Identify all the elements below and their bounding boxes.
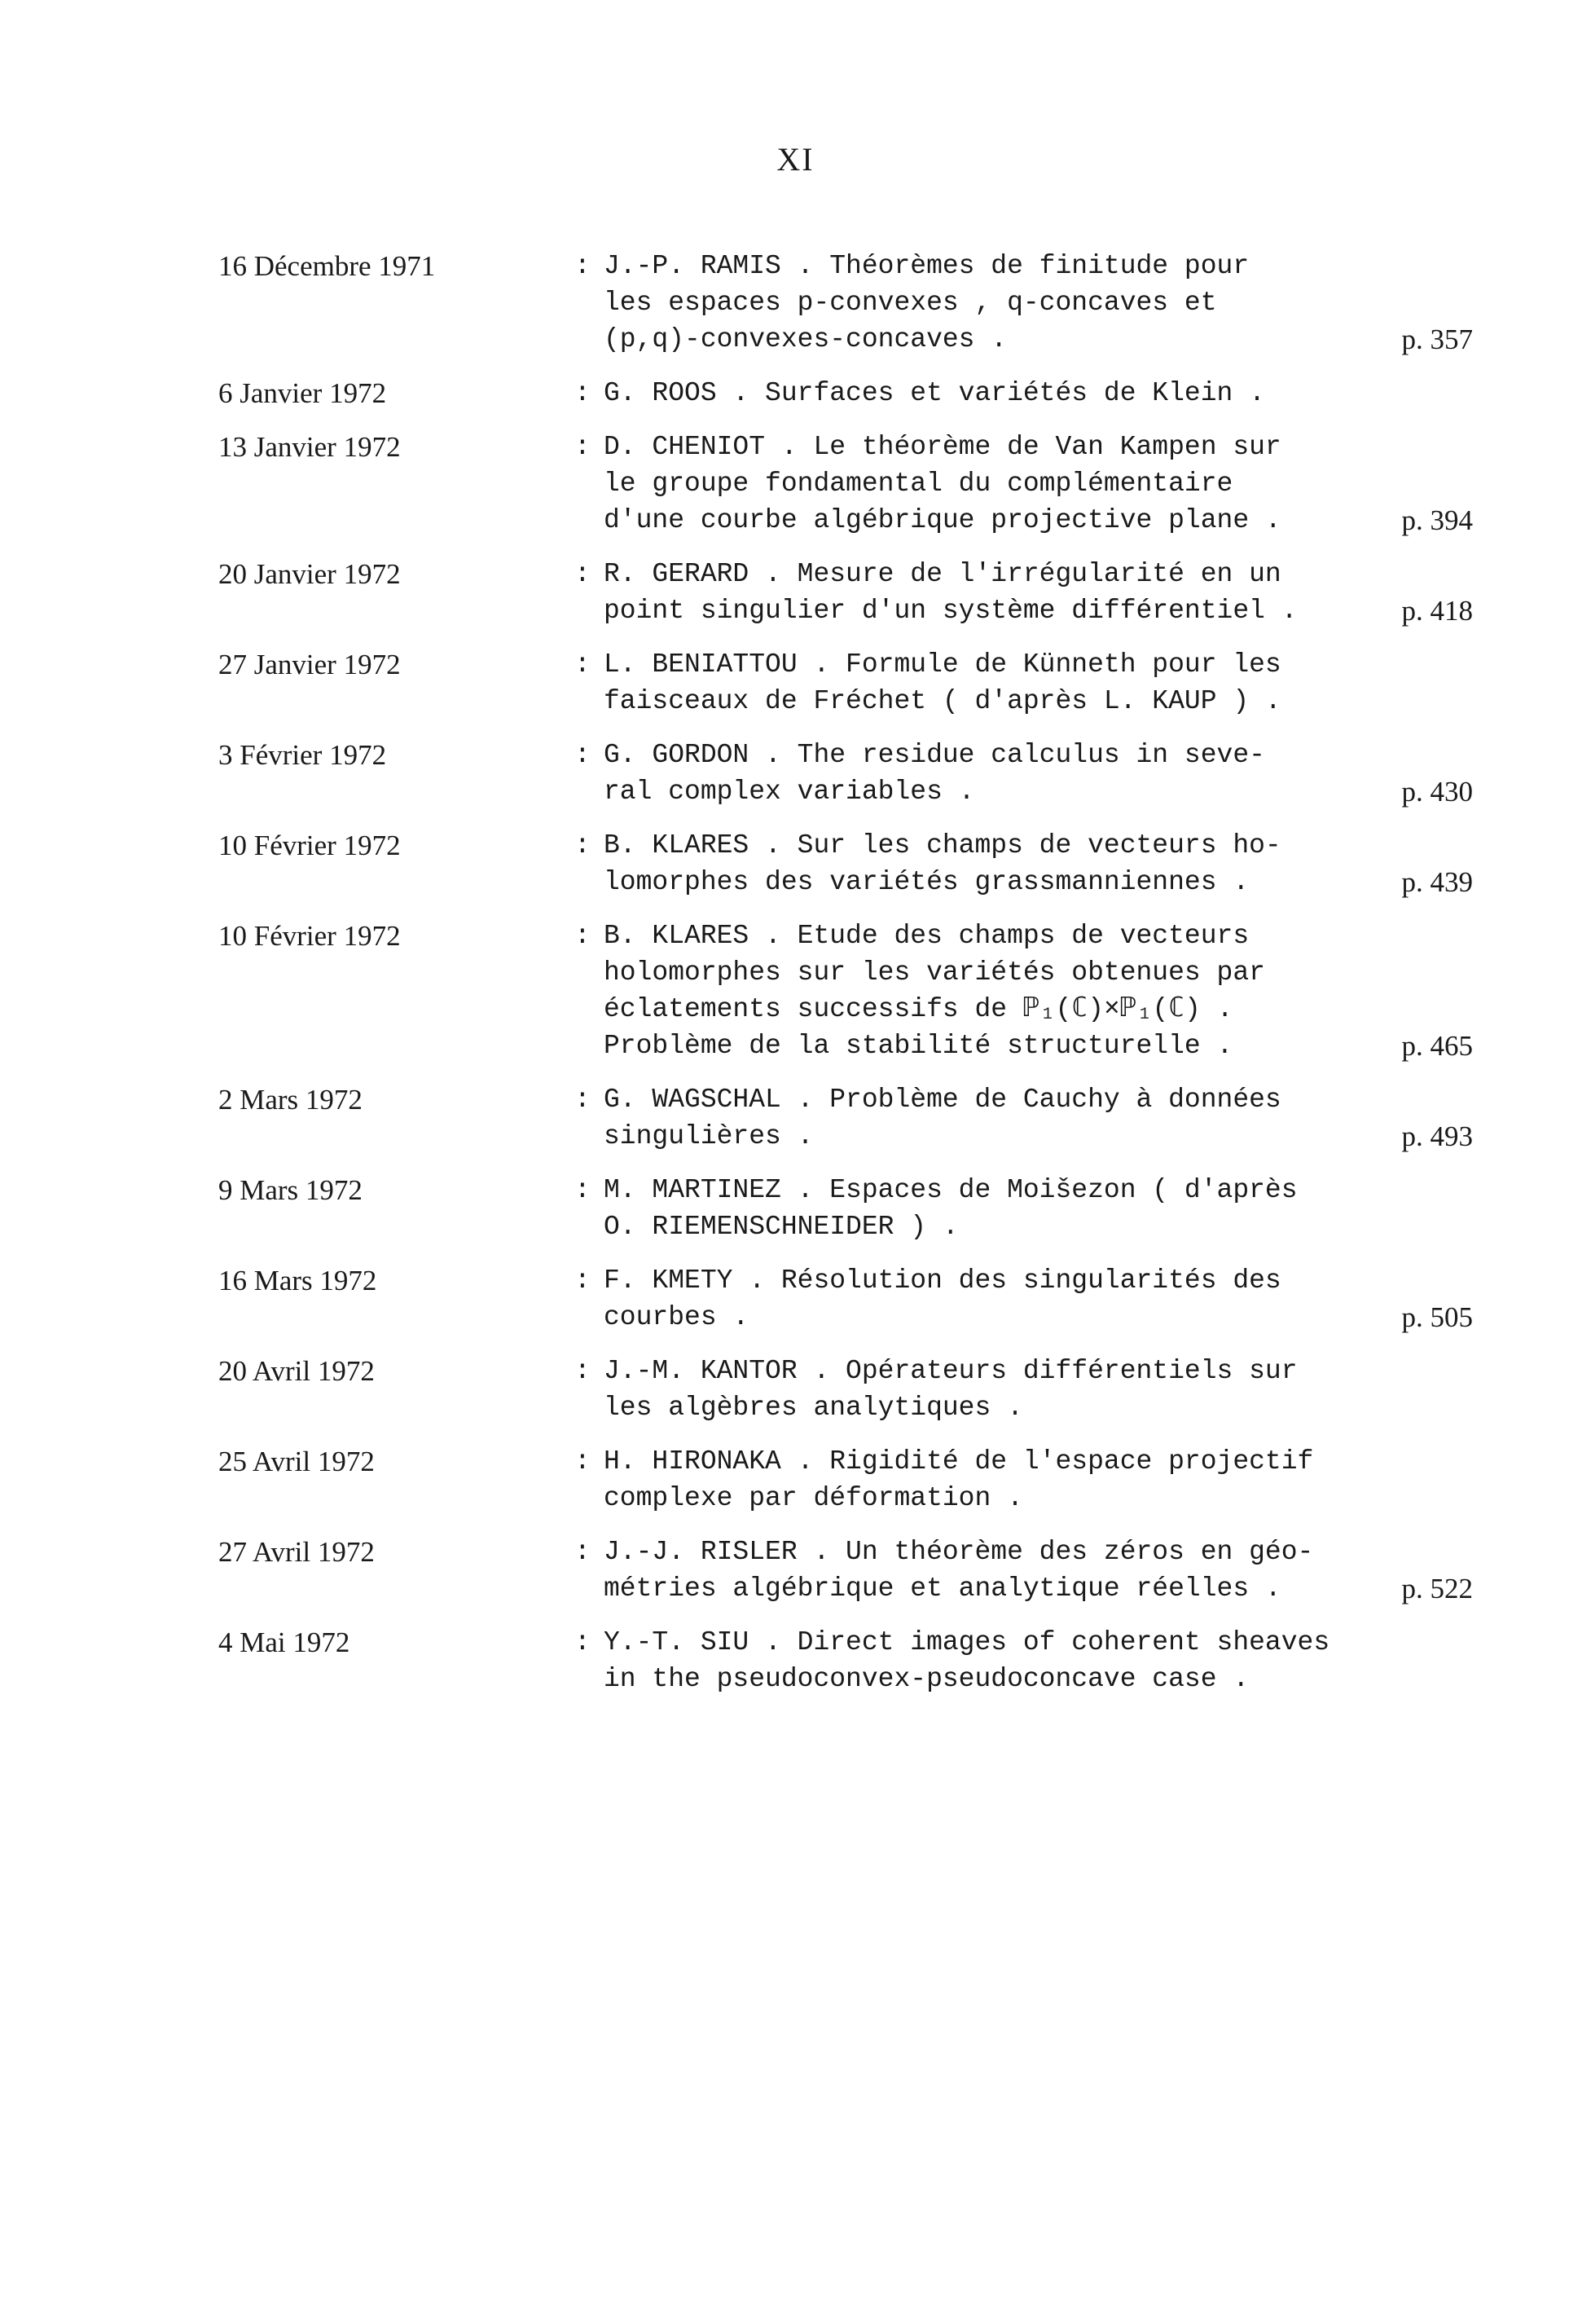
entry-line: Y.-T. SIU . Direct images of coherent sheaves — [604, 1627, 1330, 1657]
entry-text — [604, 1262, 1337, 1336]
entry-line: G. GORDON . The residue calculus in seve- — [604, 740, 1265, 770]
entry-line: les algèbres analytiques . — [604, 1393, 1023, 1423]
page-reference: p. 439 — [1401, 866, 1473, 898]
entry-date: 2 Mars 1972 — [218, 1084, 363, 1116]
entry-text — [604, 1443, 1337, 1516]
list-item — [218, 1534, 1473, 1607]
separator-colon: : — [574, 1446, 591, 1477]
separator-colon: : — [574, 432, 591, 462]
separator-colon: : — [574, 1627, 591, 1657]
entry-line: métries algébrique et analytique réelles . — [604, 1574, 1281, 1604]
list-item — [218, 1443, 1473, 1516]
entry-date: 16 Mars 1972 — [218, 1265, 377, 1296]
separator-colon: : — [574, 1175, 591, 1205]
entry-text — [604, 248, 1337, 358]
entry-text — [604, 737, 1337, 810]
entry-date: 20 Avril 1972 — [218, 1355, 375, 1387]
entry-line: B. KLARES . Etude des champs de vecteurs — [604, 921, 1250, 951]
page-reference: p. 465 — [1401, 1030, 1473, 1062]
entry-line: éclatements successifs de ℙ₁(ℂ)×ℙ₁(ℂ) . — [604, 994, 1233, 1024]
page-reference: p. 493 — [1401, 1120, 1473, 1152]
entry-line: singulières . — [604, 1121, 814, 1151]
entry-date: 10 Février 1972 — [218, 830, 401, 861]
separator-colon: : — [574, 559, 591, 589]
entry-date: 3 Février 1972 — [218, 739, 387, 771]
separator-colon: : — [574, 1537, 591, 1567]
list-item — [218, 737, 1473, 810]
entry-text — [604, 1081, 1337, 1155]
entry-line: F. KMETY . Résolution des singularités des — [604, 1265, 1281, 1296]
entry-date: 27 Avril 1972 — [218, 1536, 375, 1568]
entry-date: 6 Janvier 1972 — [218, 377, 387, 409]
entry-line: M. MARTINEZ . Espaces de Moišezon ( d'après — [604, 1175, 1298, 1205]
separator-colon: : — [574, 1356, 591, 1386]
entry-line: Problème de la stabilité structurelle . — [604, 1031, 1233, 1061]
list-item — [218, 1624, 1473, 1697]
entry-line: ral complex variables . — [604, 777, 975, 807]
entry-text — [604, 646, 1337, 720]
page-reference: p. 418 — [1401, 595, 1473, 627]
entry-line: holomorphes sur les variétés obtenues par — [604, 957, 1265, 988]
entry-date: 16 Décembre 1971 — [218, 250, 436, 282]
separator-colon: : — [574, 921, 591, 951]
separator-colon: : — [574, 1085, 591, 1115]
entry-line: les espaces p-convexes , q-concaves et — [604, 288, 1217, 318]
entry-line: R. GERARD . Mesure de l'irrégularité en un — [604, 559, 1281, 589]
page-number: XI — [776, 141, 815, 178]
list-item — [218, 646, 1473, 720]
entry-text — [604, 429, 1337, 539]
separator-colon: : — [574, 649, 591, 680]
separator-colon: : — [574, 1265, 591, 1296]
list-item — [218, 827, 1473, 900]
entry-line: lomorphes des variétés grassmanniennes . — [604, 867, 1250, 897]
entry-date: 10 Février 1972 — [218, 920, 401, 952]
separator-colon: : — [574, 251, 591, 281]
page-reference: p. 357 — [1401, 324, 1473, 355]
entry-line: d'une courbe algébrique projective plane . — [604, 505, 1281, 535]
entry-text — [604, 1353, 1337, 1426]
entry-line: le groupe fondamental du complémentaire — [604, 469, 1233, 499]
entry-line: O. RIEMENSCHNEIDER ) . — [604, 1212, 959, 1242]
page-reference: p. 505 — [1401, 1301, 1473, 1333]
list-item — [218, 375, 1473, 412]
list-item — [218, 429, 1473, 539]
entry-date: 13 Janvier 1972 — [218, 431, 401, 463]
entry-date: 20 Janvier 1972 — [218, 558, 401, 590]
entry-line: D. CHENIOT . Le théorème de Van Kampen sur — [604, 432, 1281, 462]
list-item — [218, 248, 1473, 358]
page-reference: p. 522 — [1401, 1573, 1473, 1604]
entry-line: G. WAGSCHAL . Problème de Cauchy à données — [604, 1085, 1281, 1115]
separator-colon: : — [574, 830, 591, 860]
list-item — [218, 1262, 1473, 1336]
list-item — [218, 1353, 1473, 1426]
entry-text — [604, 375, 1337, 412]
entry-line: in the pseudoconvex-pseudoconcave case . — [604, 1664, 1250, 1694]
entry-line: B. KLARES . Sur les champs de vecteurs ho- — [604, 830, 1281, 860]
list-item — [218, 556, 1473, 629]
entry-date: 27 Janvier 1972 — [218, 649, 401, 680]
entry-line: complexe par déformation . — [604, 1483, 1023, 1513]
entry-text — [604, 1172, 1337, 1245]
seminar-list — [218, 248, 1473, 1714]
entry-date: 25 Avril 1972 — [218, 1446, 375, 1477]
list-item — [218, 918, 1473, 1064]
entry-text — [604, 1534, 1337, 1607]
entry-line: J.-M. KANTOR . Opérateurs différentiels sur — [604, 1356, 1298, 1386]
list-item — [218, 1172, 1473, 1245]
separator-colon: : — [574, 740, 591, 770]
entry-text — [604, 918, 1337, 1064]
entry-line: faisceaux de Fréchet ( d'après L. KAUP ) . — [604, 686, 1281, 716]
entry-date: 4 Mai 1972 — [218, 1626, 350, 1658]
entry-line: (p,q)-convexes-concaves . — [604, 324, 1008, 354]
entry-text — [604, 827, 1337, 900]
entry-line: point singulier d'un système différentiel . — [604, 596, 1298, 626]
entry-line: J.-J. RISLER . Un théorème des zéros en géo- — [604, 1537, 1314, 1567]
entry-text — [604, 1624, 1337, 1697]
list-item — [218, 1081, 1473, 1155]
entry-line: L. BENIATTOU . Formule de Künneth pour les — [604, 649, 1281, 680]
entry-line: J.-P. RAMIS . Théorèmes de finitude pour — [604, 251, 1250, 281]
entry-line: courbes . — [604, 1302, 749, 1332]
entry-line: G. ROOS . Surfaces et variétés de Klein . — [604, 378, 1265, 408]
entry-text — [604, 556, 1337, 629]
page-reference: p. 394 — [1401, 504, 1473, 536]
page-reference: p. 430 — [1401, 776, 1473, 808]
entry-line: H. HIRONAKA . Rigidité de l'espace projectif — [604, 1446, 1314, 1477]
entry-date: 9 Mars 1972 — [218, 1174, 363, 1206]
separator-colon: : — [574, 378, 591, 408]
